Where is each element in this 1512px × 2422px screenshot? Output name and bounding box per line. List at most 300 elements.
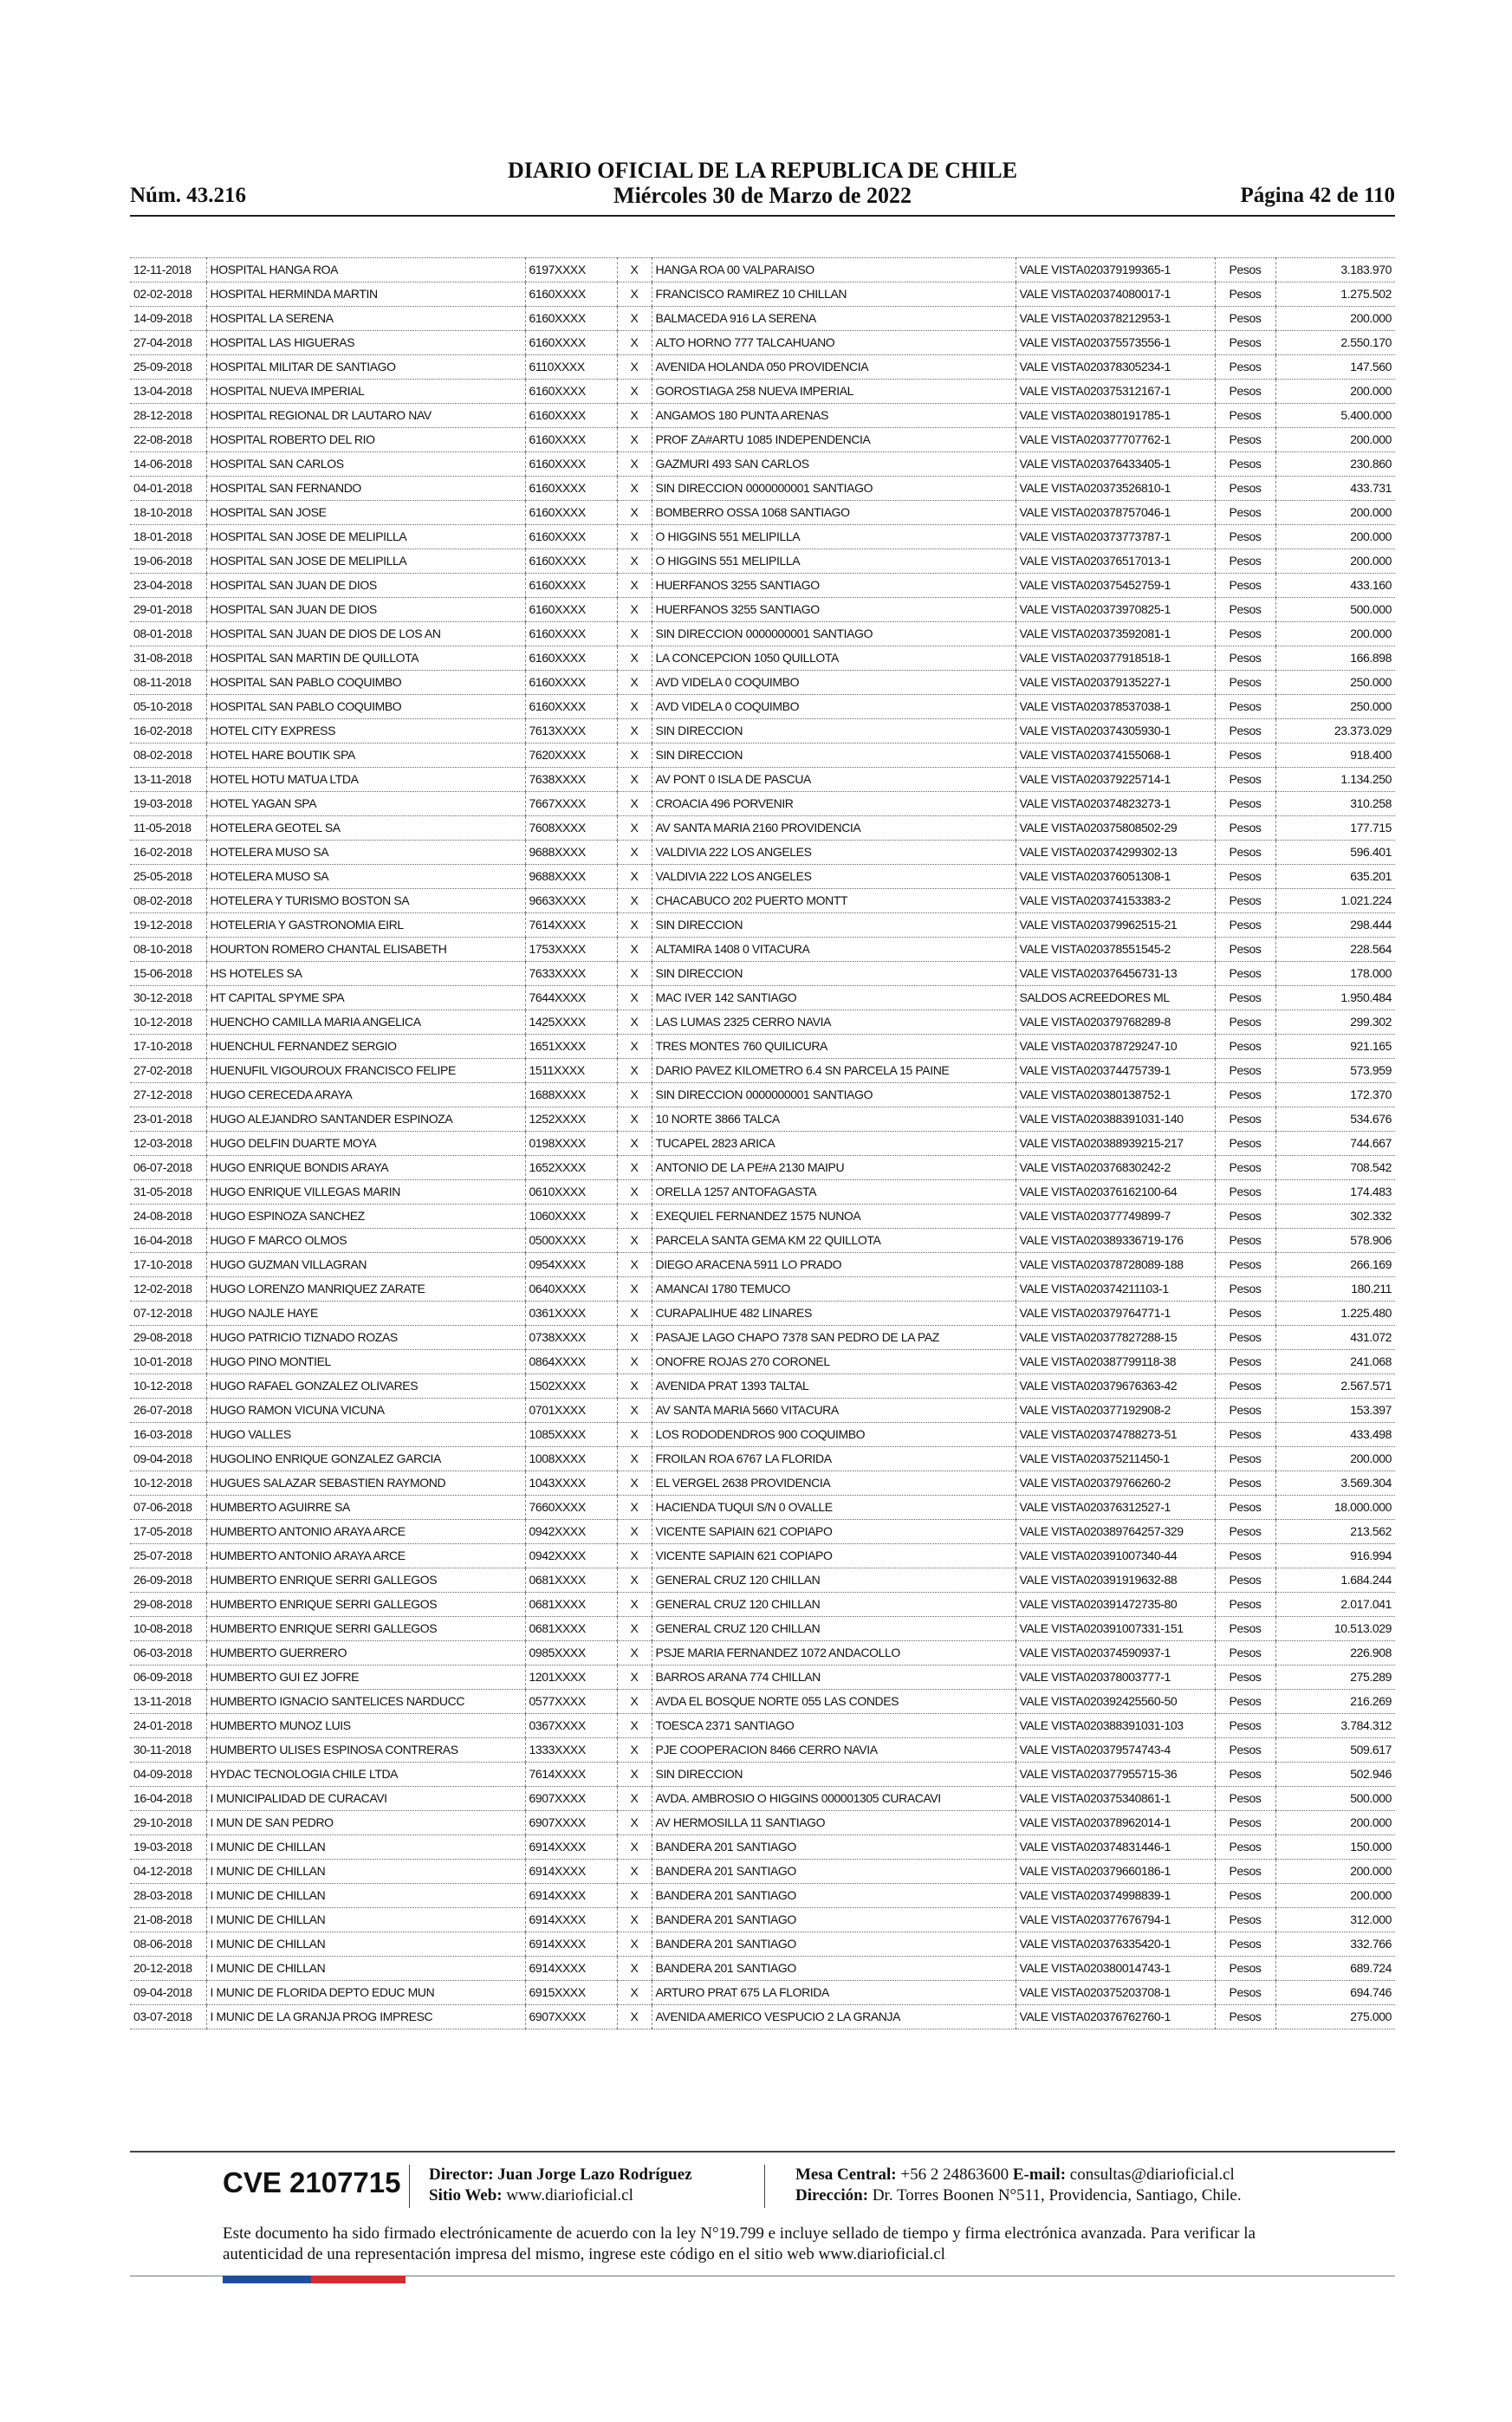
name-cell: HOTELERA MUSO SA	[206, 865, 525, 889]
currency-cell: Pesos	[1215, 1253, 1275, 1277]
table-row	[130, 1932, 1395, 1957]
amount-cell: 177.715	[1275, 816, 1395, 841]
table-row	[130, 1811, 1395, 1835]
currency-cell: Pesos	[1215, 1350, 1275, 1374]
rut-cell: 6914XXXX	[525, 1957, 617, 1981]
table-row	[130, 743, 1395, 768]
address-cell: AV HERMOSILLA 11 SANTIAGO	[652, 1811, 1016, 1835]
mark-cell: X	[617, 1641, 652, 1666]
name-cell: HUGO NAJLE HAYE	[206, 1302, 525, 1326]
name-cell: HOSPITAL SAN JUAN DE DIOS DE LOS AN	[206, 622, 525, 646]
mark-cell: X	[617, 1860, 652, 1884]
address-cell: BANDERA 201 SANTIAGO	[652, 1908, 1016, 1932]
table-row	[130, 913, 1395, 938]
amount-cell: 275.289	[1275, 1666, 1395, 1690]
name-cell: HUMBERTO ENRIQUE SERRI GALLEGOS	[206, 1617, 525, 1641]
table-row	[130, 1253, 1395, 1277]
document-cell: VALE VISTA020376162100-64	[1016, 1180, 1215, 1205]
rut-cell: 7660XXXX	[525, 1496, 617, 1520]
amount-cell: 332.766	[1275, 1932, 1395, 1957]
rut-cell: 0864XXXX	[525, 1350, 617, 1374]
table-row	[130, 380, 1395, 404]
document-cell: VALE VISTA020379135227-1	[1016, 671, 1215, 695]
name-cell: HOTELERA GEOTEL SA	[206, 816, 525, 841]
table-row	[130, 1884, 1395, 1908]
amount-cell: 150.000	[1275, 1835, 1395, 1860]
address-cell: SIN DIRECCION	[652, 743, 1016, 768]
table-row	[130, 404, 1395, 428]
table-row	[130, 1544, 1395, 1568]
amount-cell: 228.564	[1275, 938, 1395, 962]
name-cell: HOURTON ROMERO CHANTAL ELISABETH	[206, 938, 525, 962]
amount-cell: 172.370	[1275, 1083, 1395, 1107]
name-cell: I MUNIC DE CHILLAN	[206, 1957, 525, 1981]
document-cell: VALE VISTA020378962014-1	[1016, 1811, 1215, 1835]
mark-cell: X	[617, 1981, 652, 2005]
currency-cell: Pesos	[1215, 1690, 1275, 1714]
document-cell: VALE VISTA020379199365-1	[1016, 258, 1215, 282]
mark-cell: X	[617, 355, 652, 380]
document-cell: VALE VISTA020378003777-1	[1016, 1666, 1215, 1690]
document-cell: VALE VISTA020374153383-2	[1016, 889, 1215, 913]
amount-cell: 500.000	[1275, 1787, 1395, 1811]
date-cell: 04-09-2018	[130, 1763, 206, 1787]
address-cell: BARROS ARANA 774 CHILLAN	[652, 1666, 1016, 1690]
name-cell: HOTELERA Y TURISMO BOSTON SA	[206, 889, 525, 913]
table-row	[130, 1374, 1395, 1399]
name-cell: HUGUES SALAZAR SEBASTIEN RAYMOND	[206, 1471, 525, 1496]
date-cell: 03-07-2018	[130, 2005, 206, 2029]
amount-cell: 226.908	[1275, 1641, 1395, 1666]
amount-cell: 433.731	[1275, 477, 1395, 501]
address-cell: AVD VIDELA 0 COQUIMBO	[652, 671, 1016, 695]
name-cell: HOSPITAL HANGA ROA	[206, 258, 525, 282]
rut-cell: 0701XXXX	[525, 1399, 617, 1423]
address-cell: SIN DIRECCION	[652, 1763, 1016, 1787]
document-cell: VALE VISTA020375211450-1	[1016, 1447, 1215, 1471]
amount-cell: 689.724	[1275, 1957, 1395, 1981]
document-cell: VALE VISTA020379764771-1	[1016, 1302, 1215, 1326]
amount-cell: 708.542	[1275, 1156, 1395, 1180]
document-cell: VALE VISTA020374305930-1	[1016, 719, 1215, 743]
name-cell: HUMBERTO GUI EZ JOFRE	[206, 1666, 525, 1690]
rut-cell: 6160XXXX	[525, 331, 617, 355]
amount-cell: 534.676	[1275, 1107, 1395, 1132]
currency-cell: Pesos	[1215, 671, 1275, 695]
mark-cell: X	[617, 1957, 652, 1981]
currency-cell: Pesos	[1215, 1884, 1275, 1908]
table-row	[130, 1107, 1395, 1132]
name-cell: HUGOLINO ENRIQUE GONZALEZ GARCIA	[206, 1447, 525, 1471]
mark-cell: X	[617, 452, 652, 477]
amount-cell: 635.201	[1275, 865, 1395, 889]
currency-cell: Pesos	[1215, 1447, 1275, 1471]
amount-cell: 298.444	[1275, 913, 1395, 938]
mark-cell: X	[617, 1059, 652, 1083]
document-cell: VALE VISTA020374475739-1	[1016, 1059, 1215, 1083]
currency-cell: Pesos	[1215, 1107, 1275, 1132]
name-cell: I MUNICIPALIDAD DE CURACAVI	[206, 1787, 525, 1811]
name-cell: I MUNIC DE CHILLAN	[206, 1932, 525, 1957]
name-cell: HOTEL HOTU MATUA LTDA	[206, 768, 525, 792]
rut-cell: 1085XXXX	[525, 1423, 617, 1447]
amount-cell: 502.946	[1275, 1763, 1395, 1787]
amount-cell: 166.898	[1275, 646, 1395, 671]
address-cell: FRANCISCO RAMIREZ 10 CHILLAN	[652, 282, 1016, 307]
amount-cell: 200.000	[1275, 1447, 1395, 1471]
currency-cell: Pesos	[1215, 1205, 1275, 1229]
date-cell: 04-01-2018	[130, 477, 206, 501]
amount-cell: 596.401	[1275, 841, 1395, 865]
rut-cell: 0198XXXX	[525, 1132, 617, 1156]
rut-cell: 0681XXXX	[525, 1593, 617, 1617]
rut-cell: 9688XXXX	[525, 841, 617, 865]
date-cell: 13-04-2018	[130, 380, 206, 404]
document-cell: VALE VISTA020378757046-1	[1016, 501, 1215, 525]
amount-cell: 200.000	[1275, 1884, 1395, 1908]
mesa-phone: +56 2 24863600	[900, 2166, 1009, 2184]
currency-cell: Pesos	[1215, 1593, 1275, 1617]
date-cell: 08-02-2018	[130, 743, 206, 768]
mark-cell: X	[617, 258, 652, 282]
document-cell: VALE VISTA020374831446-1	[1016, 1835, 1215, 1860]
table-row	[130, 1350, 1395, 1374]
mark-cell: X	[617, 380, 652, 404]
address-cell: AV SANTA MARIA 2160 PROVIDENCIA	[652, 816, 1016, 841]
date-cell: 19-12-2018	[130, 913, 206, 938]
document-cell: VALE VISTA020377749899-7	[1016, 1205, 1215, 1229]
address-cell: ONOFRE ROJAS 270 CORONEL	[652, 1350, 1016, 1374]
date-cell: 19-03-2018	[130, 792, 206, 816]
contact-block	[795, 2165, 1242, 2206]
mark-cell: X	[617, 1520, 652, 1544]
table-row	[130, 574, 1395, 598]
date-cell: 11-05-2018	[130, 816, 206, 841]
table-row	[130, 1763, 1395, 1787]
table-row	[130, 1277, 1395, 1302]
document-cell: VALE VISTA020373526810-1	[1016, 477, 1215, 501]
name-cell: HUGO PINO MONTIEL	[206, 1350, 525, 1374]
currency-cell: Pesos	[1215, 1326, 1275, 1350]
mark-cell: X	[617, 1107, 652, 1132]
date-cell: 14-09-2018	[130, 307, 206, 331]
amount-cell: 200.000	[1275, 1860, 1395, 1884]
date-cell: 10-12-2018	[130, 1471, 206, 1496]
mark-cell: X	[617, 1399, 652, 1423]
document-cell: VALE VISTA020378305234-1	[1016, 355, 1215, 380]
amount-cell: 213.562	[1275, 1520, 1395, 1544]
date-cell: 17-10-2018	[130, 1035, 206, 1059]
name-cell: HOSPITAL HERMINDA MARTIN	[206, 282, 525, 307]
rut-cell: 1008XXXX	[525, 1447, 617, 1471]
currency-cell: Pesos	[1215, 1835, 1275, 1860]
address-cell: SIN DIRECCION	[652, 913, 1016, 938]
footer-rule	[130, 2151, 1395, 2153]
site-link[interactable]: www.diarioficial.cl	[506, 2186, 633, 2204]
currency-cell: Pesos	[1215, 525, 1275, 549]
document-cell: VALE VISTA020377918518-1	[1016, 646, 1215, 671]
rut-cell: 6915XXXX	[525, 1981, 617, 2005]
flag-bar-red	[311, 2276, 406, 2283]
rut-cell: 0954XXXX	[525, 1253, 617, 1277]
table-row	[130, 1399, 1395, 1423]
amount-cell: 433.160	[1275, 574, 1395, 598]
rut-cell: 7667XXXX	[525, 792, 617, 816]
rut-cell: 6160XXXX	[525, 598, 617, 622]
name-cell: HUGO LORENZO MANRIQUEZ ZARATE	[206, 1277, 525, 1302]
address-cell: HACIENDA TUQUI S/N 0 OVALLE	[652, 1496, 1016, 1520]
name-cell: HUMBERTO ANTONIO ARAYA ARCE	[206, 1520, 525, 1544]
currency-cell: Pesos	[1215, 986, 1275, 1010]
date-cell: 28-03-2018	[130, 1884, 206, 1908]
table-row	[130, 938, 1395, 962]
document-cell: VALE VISTA020375312167-1	[1016, 380, 1215, 404]
table-row	[130, 962, 1395, 986]
address-value: Dr. Torres Boonen N°511, Providencia, Santiago, Chile.	[872, 2186, 1242, 2204]
date-cell: 14-06-2018	[130, 452, 206, 477]
name-cell: HUGO ENRIQUE VILLEGAS MARIN	[206, 1180, 525, 1205]
rut-cell: 6160XXXX	[525, 646, 617, 671]
address-cell: LA CONCEPCION 1050 QUILLOTA	[652, 646, 1016, 671]
table-row	[130, 671, 1395, 695]
currency-cell: Pesos	[1215, 1180, 1275, 1205]
date-cell: 08-02-2018	[130, 889, 206, 913]
currency-cell: Pesos	[1215, 1471, 1275, 1496]
footer-separator	[409, 2165, 410, 2208]
currency-cell: Pesos	[1215, 1932, 1275, 1957]
data-table	[130, 257, 1395, 2029]
currency-cell: Pesos	[1215, 1229, 1275, 1253]
mark-cell: X	[617, 986, 652, 1010]
document-cell: VALE VISTA020379962515-21	[1016, 913, 1215, 938]
mark-cell: X	[617, 1787, 652, 1811]
mark-cell: X	[617, 816, 652, 841]
amount-cell: 200.000	[1275, 525, 1395, 549]
document-cell: VALE VISTA020380191785-1	[1016, 404, 1215, 428]
amount-cell: 916.994	[1275, 1544, 1395, 1568]
currency-cell: Pesos	[1215, 1423, 1275, 1447]
date-cell: 04-12-2018	[130, 1860, 206, 1884]
mark-cell: X	[617, 1326, 652, 1350]
table-row	[130, 1423, 1395, 1447]
amount-cell: 431.072	[1275, 1326, 1395, 1350]
name-cell: HUMBERTO ENRIQUE SERRI GALLEGOS	[206, 1593, 525, 1617]
address-cell: PARCELA SANTA GEMA KM 22 QUILLOTA	[652, 1229, 1016, 1253]
table-row	[130, 986, 1395, 1010]
flag-bar-blue	[223, 2276, 311, 2283]
rut-cell: 6907XXXX	[525, 1787, 617, 1811]
mark-cell: X	[617, 1277, 652, 1302]
name-cell: HUGO ESPINOZA SANCHEZ	[206, 1205, 525, 1229]
amount-cell: 744.667	[1275, 1132, 1395, 1156]
date-cell: 13-11-2018	[130, 1690, 206, 1714]
date-cell: 09-04-2018	[130, 1447, 206, 1471]
document-cell: VALE VISTA020380138752-1	[1016, 1083, 1215, 1107]
table-row	[130, 452, 1395, 477]
amount-cell: 3.183.970	[1275, 258, 1395, 282]
amount-cell: 178.000	[1275, 962, 1395, 986]
table-row	[130, 1302, 1395, 1326]
email-link[interactable]: consultas@diarioficial.cl	[1069, 2166, 1235, 2184]
document-cell: VALE VISTA020375203708-1	[1016, 1981, 1215, 2005]
address-cell: DIEGO ARACENA 5911 LO PRADO	[652, 1253, 1016, 1277]
currency-cell: Pesos	[1215, 307, 1275, 331]
date-cell: 16-02-2018	[130, 841, 206, 865]
date-cell: 29-10-2018	[130, 1811, 206, 1835]
rut-cell: 6160XXXX	[525, 282, 617, 307]
amount-cell: 10.513.029	[1275, 1617, 1395, 1641]
rut-cell: 0640XXXX	[525, 1277, 617, 1302]
document-cell: VALE VISTA020373592081-1	[1016, 622, 1215, 646]
currency-cell: Pesos	[1215, 574, 1275, 598]
currency-cell: Pesos	[1215, 768, 1275, 792]
mark-cell: X	[617, 695, 652, 719]
mark-cell: X	[617, 501, 652, 525]
document-cell: VALE VISTA020377955715-36	[1016, 1763, 1215, 1787]
rut-cell: 6914XXXX	[525, 1835, 617, 1860]
mark-cell: X	[617, 962, 652, 986]
table-row	[130, 1666, 1395, 1690]
table-row	[130, 355, 1395, 380]
address-cell: PASAJE LAGO CHAPO 7378 SAN PEDRO DE LA PAZ	[652, 1326, 1016, 1350]
table-row	[130, 1835, 1395, 1860]
director-block	[429, 2165, 692, 2206]
currency-cell: Pesos	[1215, 792, 1275, 816]
address-cell: VICENTE SAPIAIN 621 COPIAPO	[652, 1520, 1016, 1544]
table-row	[130, 1010, 1395, 1035]
mark-cell: X	[617, 1908, 652, 1932]
document-cell: VALE VISTA020389336719-176	[1016, 1229, 1215, 1253]
currency-cell: Pesos	[1215, 1641, 1275, 1666]
address-cell: ANTONIO DE LA PE#A 2130 MAIPU	[652, 1156, 1016, 1180]
mark-cell: X	[617, 1302, 652, 1326]
amount-cell: 1.134.250	[1275, 768, 1395, 792]
address-label: Dirección:	[795, 2186, 869, 2204]
amount-cell: 200.000	[1275, 1811, 1395, 1835]
currency-cell: Pesos	[1215, 841, 1275, 865]
address-cell: O HIGGINS 551 MELIPILLA	[652, 525, 1016, 549]
table-row	[130, 258, 1395, 282]
name-cell: I MUNIC DE LA GRANJA PROG IMPRESC	[206, 2005, 525, 2029]
currency-cell: Pesos	[1215, 404, 1275, 428]
date-cell: 29-08-2018	[130, 1326, 206, 1350]
table-row	[130, 1059, 1395, 1083]
date-cell: 25-09-2018	[130, 355, 206, 380]
amount-cell: 694.746	[1275, 1981, 1395, 2005]
date-cell: 16-02-2018	[130, 719, 206, 743]
mark-cell: X	[617, 1423, 652, 1447]
mark-cell: X	[617, 428, 652, 452]
document-cell: VALE VISTA020391472735-80	[1016, 1593, 1215, 1617]
table-row	[130, 1908, 1395, 1932]
mark-cell: X	[617, 1835, 652, 1860]
address-cell: SIN DIRECCION	[652, 719, 1016, 743]
amount-cell: 500.000	[1275, 598, 1395, 622]
date-cell: 24-01-2018	[130, 1714, 206, 1738]
address-cell: FROILAN ROA 6767 LA FLORIDA	[652, 1447, 1016, 1471]
currency-cell: Pesos	[1215, 695, 1275, 719]
rut-cell: 0942XXXX	[525, 1544, 617, 1568]
amount-cell: 200.000	[1275, 428, 1395, 452]
name-cell: HOSPITAL SAN MARTIN DE QUILLOTA	[206, 646, 525, 671]
newspaper-title	[130, 158, 1395, 208]
amount-cell: 200.000	[1275, 501, 1395, 525]
document-cell: VALE VISTA020379574743-4	[1016, 1738, 1215, 1763]
name-cell: I MUNIC DE CHILLAN	[206, 1908, 525, 1932]
currency-cell: Pesos	[1215, 1763, 1275, 1787]
rut-cell: 6160XXXX	[525, 695, 617, 719]
document-cell: VALE VISTA020374299302-13	[1016, 841, 1215, 865]
table-row	[130, 1326, 1395, 1350]
address-cell: ANGAMOS 180 PUNTA ARENAS	[652, 404, 1016, 428]
date-cell: 23-04-2018	[130, 574, 206, 598]
name-cell: HUMBERTO GUERRERO	[206, 1641, 525, 1666]
table-row	[130, 695, 1395, 719]
rut-cell: 6907XXXX	[525, 1811, 617, 1835]
date-cell: 17-10-2018	[130, 1253, 206, 1277]
mark-cell: X	[617, 1156, 652, 1180]
rut-cell: 7614XXXX	[525, 913, 617, 938]
name-cell: HUGO ALEJANDRO SANTANDER ESPINOZA	[206, 1107, 525, 1132]
table-row	[130, 1568, 1395, 1593]
rut-cell: 6914XXXX	[525, 1932, 617, 1957]
document-cell: VALE VISTA020377192908-2	[1016, 1399, 1215, 1423]
amount-cell: 250.000	[1275, 695, 1395, 719]
currency-cell: Pesos	[1215, 913, 1275, 938]
currency-cell: Pesos	[1215, 646, 1275, 671]
currency-cell: Pesos	[1215, 1302, 1275, 1326]
amount-cell: 302.332	[1275, 1205, 1395, 1229]
amount-cell: 3.784.312	[1275, 1714, 1395, 1738]
mark-cell: X	[617, 768, 652, 792]
currency-cell: Pesos	[1215, 452, 1275, 477]
currency-cell: Pesos	[1215, 2005, 1275, 2029]
table-row	[130, 477, 1395, 501]
rut-cell: 0681XXXX	[525, 1568, 617, 1593]
name-cell: HUGO RAFAEL GONZALEZ OLIVARES	[206, 1374, 525, 1399]
document-cell: VALE VISTA020378212953-1	[1016, 307, 1215, 331]
table-row	[130, 768, 1395, 792]
table-row	[130, 1447, 1395, 1471]
rut-cell: 1753XXXX	[525, 938, 617, 962]
rut-cell: 9663XXXX	[525, 889, 617, 913]
director-label: Director: Juan Jorge Lazo Rodríguez	[429, 2166, 692, 2184]
document-cell: SALDOS ACREEDORES ML	[1016, 986, 1215, 1010]
amount-cell: 200.000	[1275, 622, 1395, 646]
address-cell: AV PONT 0 ISLA DE PASCUA	[652, 768, 1016, 792]
amount-cell: 230.860	[1275, 452, 1395, 477]
name-cell: HUGO DELFIN DUARTE MOYA	[206, 1132, 525, 1156]
amount-cell: 2.017.041	[1275, 1593, 1395, 1617]
date-cell: 18-01-2018	[130, 525, 206, 549]
address-cell: TOESCA 2371 SANTIAGO	[652, 1714, 1016, 1738]
rut-cell: 7614XXXX	[525, 1763, 617, 1787]
mesa-label: Mesa Central:	[795, 2166, 897, 2184]
amount-cell: 266.169	[1275, 1253, 1395, 1277]
date-cell: 31-08-2018	[130, 646, 206, 671]
date-cell: 12-03-2018	[130, 1132, 206, 1156]
amount-cell: 1.275.502	[1275, 282, 1395, 307]
amount-cell: 1.021.224	[1275, 889, 1395, 913]
document-cell: VALE VISTA020376456731-13	[1016, 962, 1215, 986]
address-cell: GOROSTIAGA 258 NUEVA IMPERIAL	[652, 380, 1016, 404]
mark-cell: X	[617, 1205, 652, 1229]
amount-cell: 433.498	[1275, 1423, 1395, 1447]
name-cell: HUMBERTO AGUIRRE SA	[206, 1496, 525, 1520]
table-row	[130, 1690, 1395, 1714]
name-cell: HOSPITAL SAN JOSE	[206, 501, 525, 525]
table-row	[130, 1083, 1395, 1107]
